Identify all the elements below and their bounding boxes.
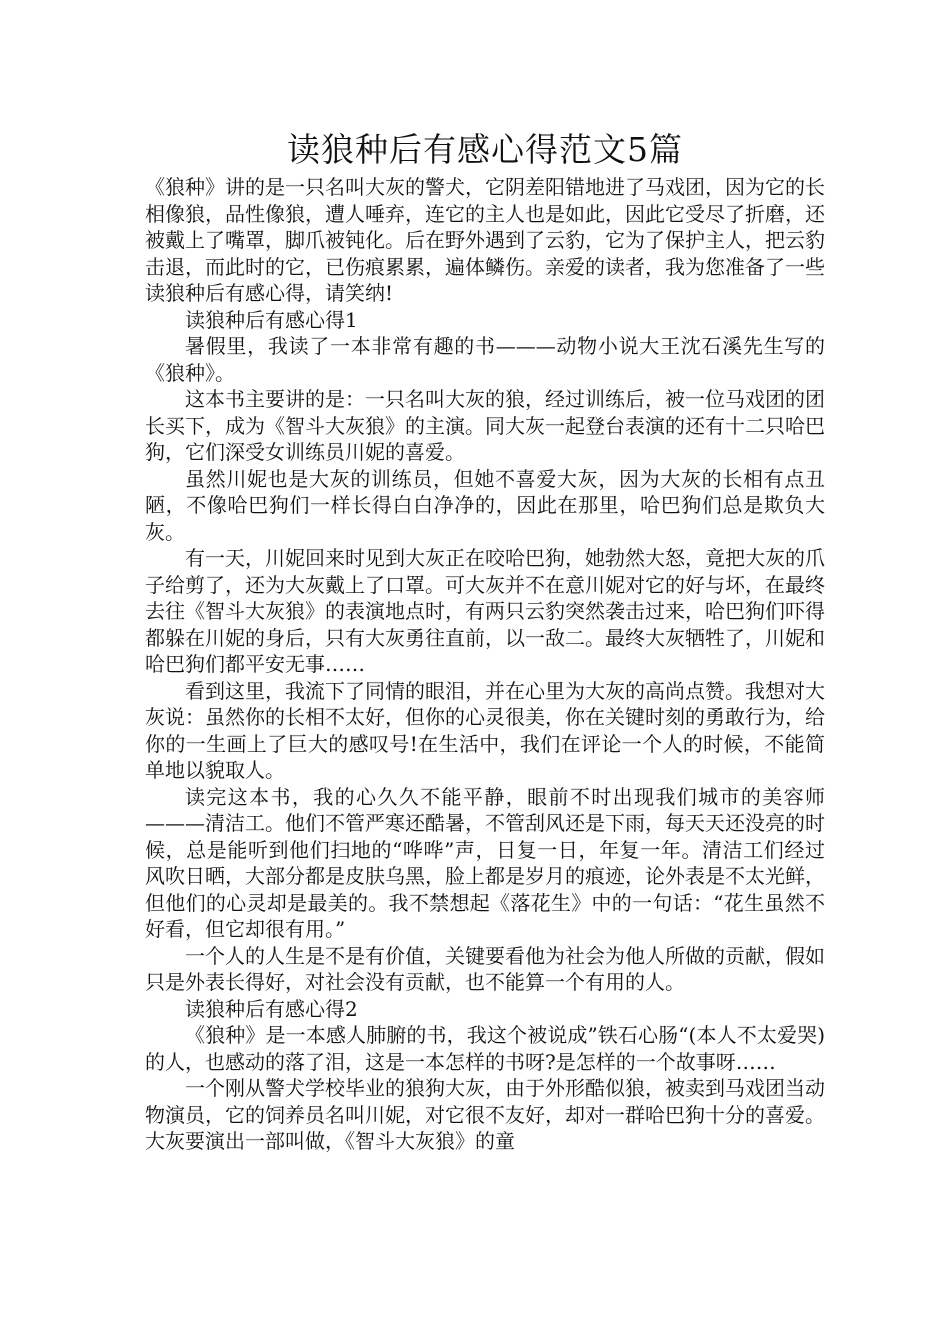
body-paragraph: 看到这里，我流下了同情的眼泪，并在心里为大灰的高尚点赞。我想对大灰说：虽然你的长相不太好，但你的心灵很美，你在关键时刻的勇敢行为，给你的一生画上了巨大的感叹号!在生活中，我们在评论一个人的时候，不能简单地以貌取人。 (145, 678, 825, 782)
body-paragraph: 暑假里，我读了一本非常有趣的书———动物小说大王沈石溪先生写的《狼种》。 (145, 334, 825, 385)
document-page (145, 128, 825, 1155)
body-paragraph: 一个人的人生是不是有价值，关键要看他为社会为他人所做的贡献，假如只是外表长得好，对社会没有贡献，也不能算一个有用的人。 (145, 943, 825, 994)
body-paragraph: 这本书主要讲的是：一只名叫大灰的狼，经过训练后，被一位马戏团的团长买下，成为《智斗大灰狼》的主演。同大灰一起登台表演的还有十二只哈巴狗，它们深受女训练员川妮的喜爱。 (145, 387, 825, 464)
section-heading: 读狼种后有感心得1 (185, 307, 358, 332)
section-heading: 读狼种后有感心得2 (185, 996, 358, 1021)
document-title: 读狼种后有感心得范文5篇 (287, 130, 683, 169)
body-paragraph: 虽然川妮也是大灰的训练员，但她不喜爱大灰，因为大灰的长相有点丑陋，不像哈巴狗们一样长得白白净净的，因此在那里，哈巴狗们总是欺负大灰。 (145, 466, 825, 544)
intro-paragraph: 《狼种》讲的是一只名叫大灰的警犬，它阴差阳错地进了马戏团，因为它的长相像狼，品性像狼，遭人唾弃，连它的主人也是如此，因此它受尽了折磨，还被戴上了嘴罩，脚爪被钝化。后在野外遇到了云豹，它为了保护主人，把云豹击退，而此时的它，已伤痕累累，遍体鳞伤。亲爱的读者，我为您准备了一些读狼种后有感心得，请笑纳! (145, 175, 825, 305)
body-paragraph: 有一天，川妮回来时见到大灰正在咬哈巴狗，她勃然大怒，竟把大灰的爪子给剪了，还为大灰戴上了口罩。可大灰并不在意川妮对它的好与坏，在最终去往《智斗大灰狼》的表演地点时，有两只云豹突然袭击过来，哈巴狗们吓得都躲在川妮的身后，只有大灰勇往直前，以一敌二。最终大灰牺牲了，川妮和哈巴狗们都平安无事…… (145, 546, 825, 676)
body-paragraph: 《狼种》是一本感人肺腑的书，我这个被说成”铁石心肠“(本人不太爱哭)的人，也感动的落了泪，这是一本怎样的书呀?是怎样的一个故事呀…… (145, 1023, 825, 1074)
body-paragraph: 一个刚从警犬学校毕业的狼狗大灰，由于外形酷似狼，被卖到马戏团当动物演员，它的饲养员名叫川妮，对它很不友好，却对一群哈巴狗十分的喜爱。大灰要演出一部叫做，《智斗大灰狼》的童 (145, 1076, 825, 1153)
body-paragraph: 读完这本书，我的心久久不能平静，眼前不时出现我们城市的美容师———清洁工。他们不管严寒还酷暑，不管刮风还是下雨，每天天还没亮的时候，总是能听到他们扫地的“哗哗”声，日复一日，年复一年。清洁工们经过风吹日晒，大部分都是皮肤乌黑，脸上都是岁月的痕迹，论外表是不太光鲜，但他们的心灵却是最美的。我不禁想起《落花生》中的一句话：“花生虽然不好看，但它却很有用。” (145, 784, 825, 941)
